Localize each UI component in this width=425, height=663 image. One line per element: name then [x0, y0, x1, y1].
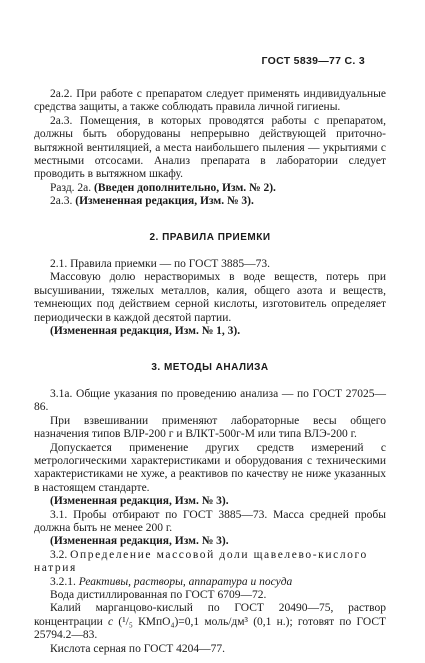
note-2a3-text: (Измененная редакция, Изм. № 3). [75, 195, 254, 208]
paragraph-3-1a-weighing: При взвешивании применяют лабораторные весы общего назначения типов ВЛР-200 г и ВЛКТ-500г-М или типа ВЛЭ-200 г. [34, 414, 386, 441]
section-heading-3: 3. МЕТОДЫ АНАЛИЗА [151, 361, 269, 373]
reagent-water: Вода дистиллированная по ГОСТ 6709—72. [50, 589, 267, 601]
paragraph-2a3: 2а.3. Помещения, в которых проводятся работы с препаратом, должны быть оборудованы непрерывно действующей приточно-вытяжной вентиляцией, а места наибольшего пыления — укрытиями с местными отсосами. Анализ препарата в лаборатории следует проводить в вытяжном шкафу. [34, 114, 386, 181]
para-3-2-1-number: 3.2.1. [50, 575, 76, 588]
page-header: ГОСТ 5839—77 С. 3 [261, 55, 365, 67]
reagent-kmno4 [34, 602, 386, 642]
reagent-kmno4-text-a: Калий марганцово-кислый по ГОСТ 20490—75, раствор концентрации [34, 602, 386, 628]
para-3-2-number: 3.2. [50, 548, 68, 561]
note-3-1a: (Измененная редакция, Изм. № 3). [50, 495, 229, 508]
paragraph-3-2 [34, 549, 386, 576]
reagent-kmno4-text-b: =0,1 моль/дм³ (0,1 н.); готовят по ГОСТ 25794.2—83. [34, 615, 387, 642]
paragraph-3-1a: 3.1а. Общие указания по проведению анализа — по ГОСТ 27025—86. [34, 387, 386, 414]
note-2a-prefix: Разд. 2а. [50, 181, 92, 194]
reagent-sulfuric-acid: Кислота серная по ГОСТ 4204—77. [50, 642, 225, 655]
note-3-1: (Измененная редакция, Изм. № 3). [50, 535, 229, 548]
paragraph-3-1: 3.1. Пробы отбирают по ГОСТ 3885—73. Масса средней пробы должна быть не менее 200 г. [34, 508, 386, 534]
reagent-kmno4-formula: (¹/₅ КМпО₄) [118, 615, 179, 628]
note-2a-text: (Введен дополнительно, Изм. № 2). [94, 181, 276, 194]
section-heading-2: 2. ПРАВИЛА ПРИЕМКИ [149, 231, 271, 243]
paragraph-2-1: 2.1. Правила приемки — по ГОСТ 3885—73. [50, 258, 271, 271]
paragraph-2a2: 2а.2. При работе с препаратом следует применять индивидуальные средства защиты, а также соблюдать правила личной гигиены. [34, 88, 386, 114]
note-section-2a [34, 182, 386, 195]
para-3-2-1-title: Реактивы, растворы, аппаратура и посуда [78, 575, 293, 588]
note-2-1: (Измененная редакция, Изм. № 1, 3). [50, 325, 241, 338]
paragraph-3-2-1 [34, 576, 386, 589]
paragraph-3-1a-allowed: Допускается применение других средств измерений с метрологическими характеристиками и оборудования с техническими характеристиками не хуже, а реактивов по качеству не ниже указанных в настоящем стандарте. [34, 441, 386, 494]
para-3-2-title: Определение массовой доли щавелево-кислого натрия [34, 548, 368, 575]
document-body [34, 88, 386, 656]
paragraph-2-1b: Массовую долю нерастворимых в воде веществ, потерь при высушивании, тяжелых металлов, калия, общего азота и веществ, темнеющих под действием серной кислоты, изготовитель определяет периодически в каждой десятой партии. [34, 271, 386, 324]
note-2a3 [34, 195, 386, 208]
note-2a3-prefix: 2а.3. [50, 195, 73, 208]
reagent-kmno4-symbol: с [108, 615, 114, 628]
